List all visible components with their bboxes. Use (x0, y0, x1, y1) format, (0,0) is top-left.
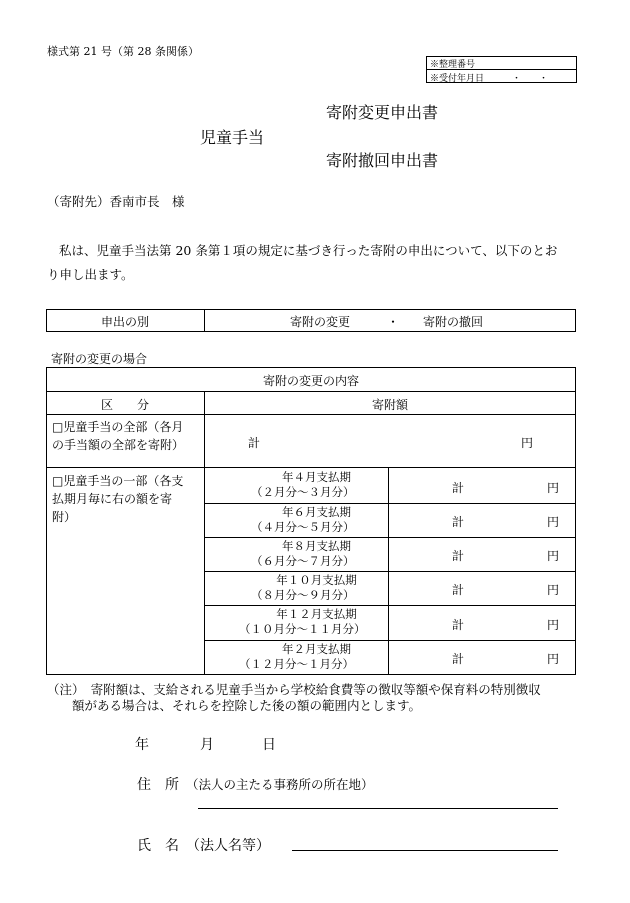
period-title: 年１２月支払期 (276, 607, 357, 621)
date-month-label: 月 (200, 737, 214, 753)
intro-line-2: り申し出ます。 (47, 267, 134, 282)
period-cell (205, 505, 388, 535)
option-withdraw[interactable]: 寄附の撤回 (423, 315, 484, 329)
row-part-line-2: 払期月毎に右の額を寄 (52, 492, 173, 506)
row-all-line-2: の手当額の全部を寄附） (52, 438, 185, 452)
column-category: 区 分 (100, 398, 149, 412)
name-field[interactable] (292, 850, 558, 851)
office-date-label: ※受付年月日 (430, 74, 485, 84)
period-title: 年８月支払期 (282, 539, 351, 553)
period-total-label: 計 (452, 515, 465, 529)
row-part-line-1[interactable]: □児童手当の一部（各支 (52, 474, 184, 488)
intro-line-1: 私は、児童手当法第 20 条第１項の規定に基づき行った寄附の申出について、以下のとお (59, 243, 558, 258)
row-all-yen-label: 円 (521, 436, 534, 450)
address-label: 住 所 (137, 777, 179, 793)
period-title: 年６月支払期 (282, 505, 351, 519)
period-yen-label: 円 (547, 481, 560, 495)
period-title: 年１０月支払期 (276, 573, 357, 587)
date-year-label: 年 (135, 737, 149, 753)
period-yen-label: 円 (547, 583, 560, 597)
request-kind-label: 申出の別 (100, 315, 149, 329)
title-main: 児童手当 (200, 128, 265, 147)
period-title: 年４月支払期 (282, 470, 351, 484)
change-caption: 寄附の変更の場合 (51, 352, 148, 366)
period-cell (205, 470, 388, 500)
option-separator: ・ (387, 315, 400, 329)
period-yen-label: 円 (547, 618, 560, 632)
period-cell (205, 573, 388, 603)
period-total-label: 計 (452, 618, 465, 632)
address-field[interactable] (198, 808, 558, 809)
period-range: （８月分～９月分） (251, 588, 355, 602)
office-ref-label: ※整理番号 (430, 60, 476, 70)
period-range: （６月分～７月分） (251, 554, 355, 568)
period-range: （１２月分～１月分） (239, 657, 354, 671)
name-label: 氏 名 (137, 838, 179, 854)
row-part-line-3: 附） (52, 510, 77, 524)
period-range: （１０月分～１１月分） (239, 622, 366, 636)
period-total-label: 計 (452, 549, 465, 563)
period-title: 年２月支払期 (282, 642, 351, 656)
period-range: （２月分～３月分） (251, 485, 355, 499)
title-change: 寄附変更申出書 (326, 103, 439, 122)
period-total-label: 計 (452, 481, 465, 495)
address-note: （法人の主たる事務所の所在地） (186, 777, 374, 792)
note-line-1: （注） 寄附額は、支給される児童手当から学校給食費等の徴収等額や保育料の特別徴収 (47, 682, 541, 697)
row-all-line-1[interactable]: □児童手当の全部（各月 (52, 420, 184, 434)
note-line-2: 額がある場合は、それらを控除した後の額の範囲内とします。 (72, 698, 422, 713)
office-date-dots: ・ ・ (512, 74, 549, 84)
period-range: （４月分～５月分） (251, 520, 355, 534)
period-cell (205, 642, 388, 672)
row-all-total-label: 計 (248, 436, 261, 450)
period-total-label: 計 (452, 652, 465, 666)
period-cell (205, 539, 388, 569)
option-change[interactable]: 寄附の変更 (290, 315, 351, 329)
period-cell (205, 607, 388, 637)
date-day-label: 日 (262, 737, 276, 753)
column-amount: 寄附額 (371, 398, 408, 412)
period-yen-label: 円 (547, 515, 560, 529)
period-yen-label: 円 (547, 652, 560, 666)
period-yen-label: 円 (547, 549, 560, 563)
period-total-label: 計 (452, 583, 465, 597)
title-withdraw: 寄附撤回申出書 (326, 151, 439, 170)
addressee: （寄附先）香南市長 様 (47, 194, 185, 209)
name-note: （法人名等） (186, 838, 270, 854)
change-table-header: 寄附の変更の内容 (262, 374, 359, 388)
form-number: 様式第 21 号（第 28 条関係） (47, 45, 199, 58)
